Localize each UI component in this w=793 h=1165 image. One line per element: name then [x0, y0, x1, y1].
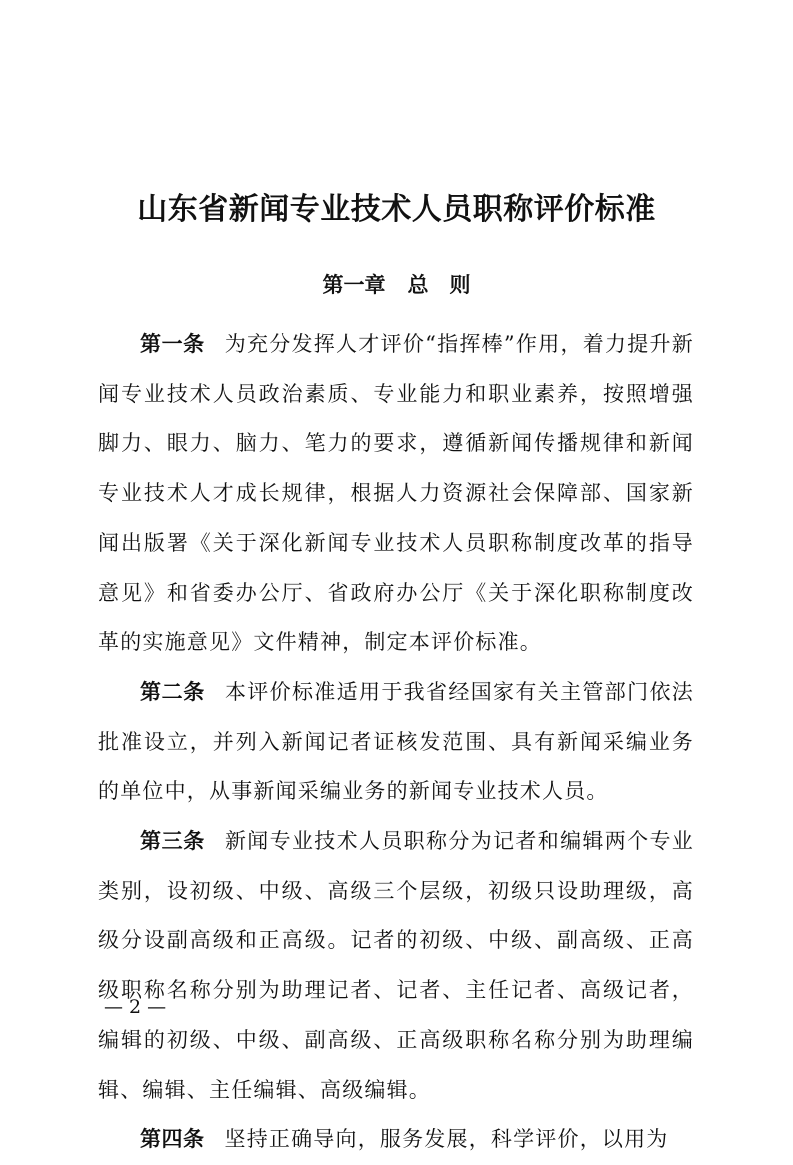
article-text: 坚持正确导向，服务发展，科学评价，以用为: [224, 1127, 669, 1152]
document-body: [98, 320, 694, 1165]
article-label: 第四条: [140, 1127, 205, 1152]
article-text: 新闻专业技术人员职称分为记者和编辑两个专业类别，设初级、中级、高级三个层级，初级只设助理级，高级分设副高级和正高级。记者的初级、中级、副高级、正高级职称名称分别为助理记者、记者、主任记者、高级记者，编辑的初级、中级、副高级、正高级职称名称分别为助理编辑、编辑、主任编辑、高级编辑。: [98, 829, 695, 1102]
article-label: 第一条: [140, 332, 205, 356]
chapter-number: 第一章: [322, 273, 386, 297]
article-text: 本评价标准适用于我省经国家有关主管部门依法批准设立，并列入新闻记者证核发范围、具有新闻采编业务的单位中，从事新闻采编业务的新闻专业技术人员。: [98, 679, 695, 804]
article-text: 为充分发挥人才评价“指挥棒”作用，着力提升新闻专业技术人员政治素质、专业能力和职业素养，按照增强脚力、眼力、脑力、笔力的要求，遵循新闻传播规律和新闻专业技术人才成长规律，根据人力资源社会保障部、国家新闻出版署《关于深化新闻专业技术人员职称制度改革的指导意见》和省委办公厅、省政府办公厅《关于深化职称制度改革的实施意见》文件精神，制定本评价标准。: [98, 332, 694, 655]
article-label: 第二条: [140, 679, 205, 704]
page-number: — 2 —: [104, 996, 167, 1018]
chapter-heading: [0, 268, 793, 302]
article-3: [98, 817, 694, 1115]
article-2: [98, 668, 694, 817]
article-1: [98, 320, 694, 668]
article-4: [98, 1115, 694, 1165]
document-title: 山东省新闻专业技术人员职称评价标准: [137, 192, 656, 227]
chapter-name: 总 则: [407, 273, 471, 297]
article-label: 第三条: [140, 829, 205, 854]
